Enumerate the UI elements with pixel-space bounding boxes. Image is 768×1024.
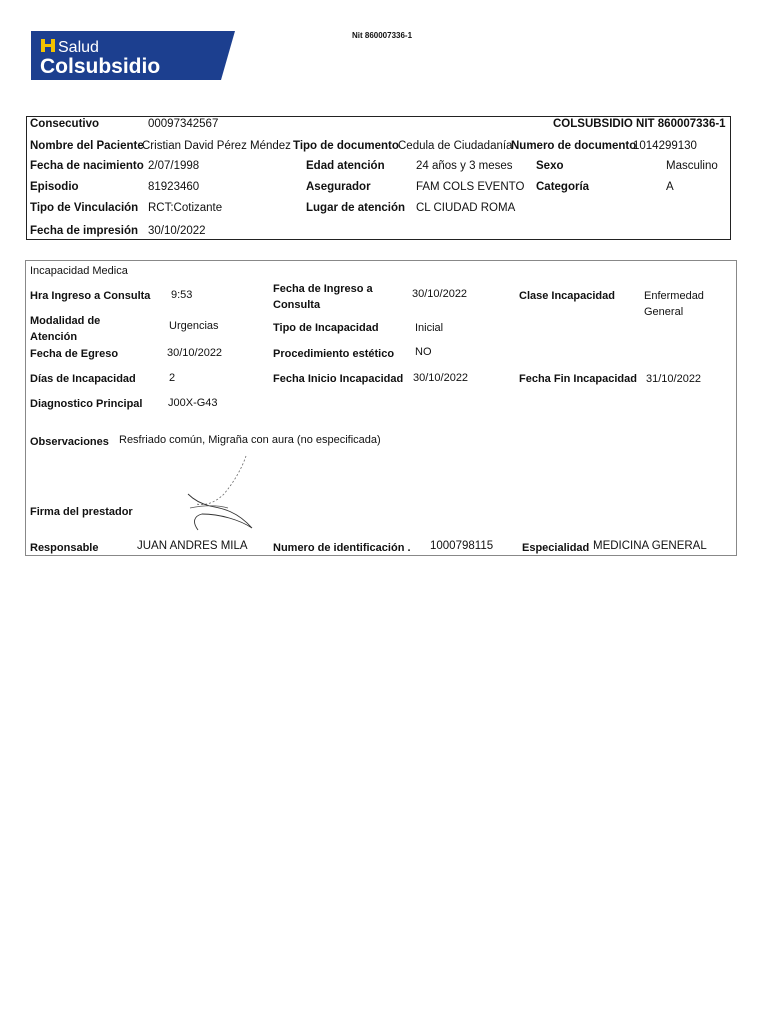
- num-doc-label: Numero de documento: [511, 140, 637, 152]
- diag-value: J00X-G43: [168, 397, 218, 409]
- edad-label: Edad atención: [306, 160, 385, 172]
- dias-value: 2: [169, 372, 176, 384]
- categoria-value: A: [666, 181, 674, 193]
- nombre-value: Cristian David Pérez Méndez: [142, 140, 291, 152]
- obs-value: Resfriado común, Migraña con aura (no especificada): [119, 434, 381, 446]
- inicio-label: Fecha Inicio Incapacidad: [273, 373, 404, 385]
- fin-value: 31/10/2022: [646, 373, 702, 385]
- sexo-value: Masculino: [666, 160, 718, 172]
- estetico-label: Procedimiento estético: [273, 348, 395, 360]
- firma-label: Firma del prestador: [30, 506, 133, 518]
- especialidad-value: MEDICINA GENERAL: [593, 540, 707, 552]
- episodio-value: 81923460: [148, 181, 200, 193]
- consecutivo-label: Consecutivo: [30, 118, 100, 130]
- estetico-value: NO: [415, 346, 432, 358]
- asegurador-value: FAM COLS EVENTO: [416, 181, 525, 193]
- obs-label: Observaciones: [30, 436, 109, 448]
- asegurador-label: Asegurador: [306, 181, 371, 193]
- nombre-label: Nombre del Paciente: [30, 140, 144, 152]
- clase-label: Clase Incapacidad: [519, 290, 615, 302]
- tipo-value: Inicial: [415, 322, 444, 334]
- hra-value: 9:53: [171, 289, 193, 301]
- lugar-label: Lugar de atención: [306, 202, 406, 214]
- tipo-doc-label: Tipo de documento: [293, 140, 399, 152]
- num-doc-value: 1014299130: [633, 140, 697, 152]
- num-id-value: 1000798115: [430, 540, 494, 552]
- fecha-nac-value: 2/07/1998: [148, 160, 200, 172]
- vinculacion-value: RCT:Cotizante: [148, 202, 223, 214]
- impresion-label: Fecha de impresión: [30, 225, 139, 237]
- categoria-label: Categoría: [536, 181, 590, 193]
- modalidad-value: Urgencias: [169, 320, 219, 332]
- tipo-label: Tipo de Incapacidad: [273, 322, 379, 334]
- svg-text:Colsubsidio: Colsubsidio: [40, 55, 161, 78]
- fin-label: Fecha Fin Incapacidad: [519, 373, 637, 385]
- fecha-ingreso-value: 30/10/2022: [412, 288, 468, 300]
- modalidad-label: Modalidad de Atención: [30, 315, 101, 343]
- num-id-label: Numero de identificación .: [273, 542, 411, 554]
- inicio-value: 30/10/2022: [413, 372, 469, 384]
- svg-text:Salud: Salud: [58, 39, 99, 56]
- fecha-nac-label: Fecha de nacimiento: [30, 160, 144, 172]
- patient-info-box: [26, 116, 731, 240]
- clase-value: Enfermedad General: [644, 290, 704, 318]
- dias-label: Días de Incapacidad: [30, 373, 136, 385]
- fecha-ingreso-label: Fecha de Ingreso a Consulta: [273, 283, 373, 311]
- lugar-value: CL CIUDAD ROMA: [416, 202, 516, 214]
- impresion-value: 30/10/2022: [148, 225, 206, 237]
- egreso-value: 30/10/2022: [167, 347, 223, 359]
- section-title: Incapacidad Medica: [30, 265, 128, 277]
- tipo-doc-value: Cedula de Ciudadanía: [398, 140, 513, 152]
- episodio-label: Episodio: [30, 181, 79, 193]
- edad-value: 24 años y 3 meses: [416, 160, 513, 172]
- egreso-label: Fecha de Egreso: [30, 348, 119, 360]
- nit-header: Nit 860007336-1: [352, 31, 413, 40]
- signature-image: [180, 452, 270, 538]
- colsubsidio-logo: [31, 31, 235, 80]
- consecutivo-value: 00097342567: [148, 118, 219, 130]
- hra-label: Hra Ingreso a Consulta: [30, 290, 151, 302]
- responsable-value: JUAN ANDRES MILA: [137, 540, 248, 552]
- sexo-label: Sexo: [536, 160, 564, 172]
- responsable-label: Responsable: [30, 542, 99, 554]
- especialidad-label: Especialidad: [522, 542, 590, 554]
- colsubsidio-nit: COLSUBSIDIO NIT 860007336-1: [553, 118, 726, 130]
- vinculacion-label: Tipo de Vinculación: [30, 202, 139, 214]
- diag-label: Diagnostico Principal: [30, 398, 143, 410]
